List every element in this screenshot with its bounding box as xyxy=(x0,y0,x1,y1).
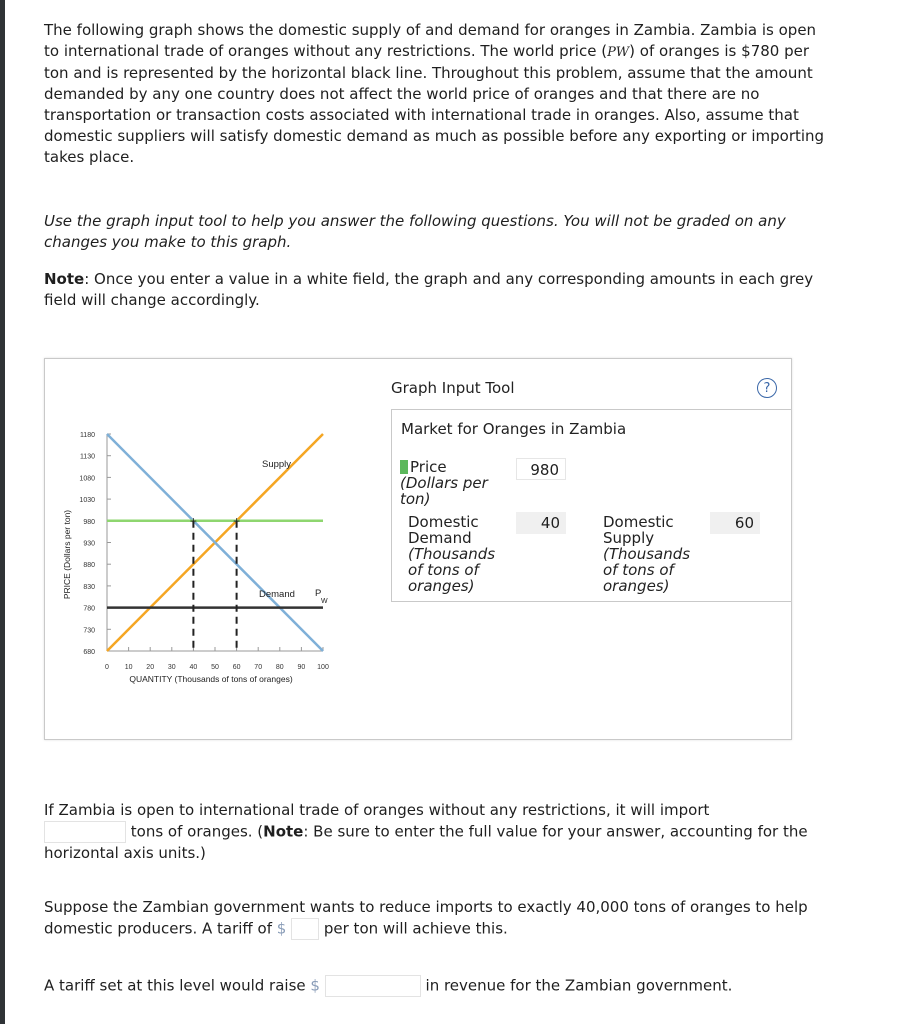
x-tick-label: 20 xyxy=(146,664,155,671)
q3-text: A tariff set at this level would raise xyxy=(44,976,306,995)
q2-text-after: per ton will achieve this. xyxy=(323,919,508,938)
x-axis-label: QUANTITY (Thousands of tons of oranges) xyxy=(129,674,293,684)
domestic-demand-value: 40 xyxy=(516,512,566,534)
intro-text: The following graph shows the domestic supply of and demand for oranges in Zambia. Zambia is open to international trade of oranges without any restrictions. The world price ( xyxy=(44,21,817,60)
question-3 xyxy=(44,975,834,997)
pw-subscript: W xyxy=(321,598,328,605)
price-label: Price xyxy=(410,458,447,476)
demand-field-label xyxy=(408,514,508,594)
supply-label: Supply xyxy=(262,459,292,470)
q1-note-label: Note xyxy=(263,822,304,841)
price-unit: (Dollars per ton) xyxy=(400,474,488,508)
help-icon[interactable]: ? xyxy=(757,378,777,398)
git-header xyxy=(391,359,791,410)
demand-unit: (Thousands of tons of oranges) xyxy=(408,545,496,595)
y-tick-label: 980 xyxy=(83,518,95,526)
window-edge xyxy=(0,0,5,1024)
question-1 xyxy=(44,800,834,864)
x-tick-label: 40 xyxy=(189,664,198,671)
intro-text-rest: ) of oranges is $780 per ton and is represented by the horizontal black line. Throughout this problem, assume that the amount demanded by any one country does not affect the world price of oranges and that there are no transportation or transaction costs associated with international trade in oranges. Also, assume that domestic suppliers will satisfy domestic demand as much as possible before any exporting or importing takes place. xyxy=(44,42,825,166)
price-field-label xyxy=(400,459,510,507)
q2-text: Suppose the Zambian government wants to reduce imports to exactly 40,000 tons of oranges to help domestic producers. A tariff of xyxy=(44,898,808,938)
market-chart[interactable] xyxy=(45,359,391,739)
instruction-text: Use the graph input tool to help you answer the following questions. You will not be graded on any changes you make to this graph. xyxy=(44,212,786,251)
question-2 xyxy=(44,897,834,940)
drop-point-marker: + xyxy=(189,513,197,528)
q3-text-after: in revenue for the Zambian government. xyxy=(425,976,733,995)
q1-text-after2: : Be sure to enter the full value for your answer, accounting for the horizontal axis units.) xyxy=(44,822,808,862)
q1-text-after: tons of oranges. ( xyxy=(130,822,264,841)
x-tick-label: 50 xyxy=(211,664,219,671)
git-title: Graph Input Tool xyxy=(391,379,515,397)
note-text: : Once you enter a value in a white field, the graph and any corresponding amounts in each grey field will change accordingly. xyxy=(44,270,814,309)
q1-text: If Zambia is open to international trade of oranges without any restrictions, it will import xyxy=(44,801,710,819)
revenue-input[interactable] xyxy=(325,975,421,997)
dollar-sign: $ xyxy=(276,919,287,938)
y-axis-label: PRICE (Dollars per ton) xyxy=(62,509,72,600)
x-tick-label: 30 xyxy=(167,664,176,671)
y-tick-label: 1030 xyxy=(79,497,95,505)
pw-label: P xyxy=(315,588,322,599)
price-input[interactable]: 980 xyxy=(516,458,566,480)
x-tick-label: 80 xyxy=(275,664,284,671)
note-paragraph xyxy=(44,269,834,311)
graph-input-tool xyxy=(391,359,791,602)
x-tick-label: 0 xyxy=(105,664,109,671)
x-tick-label: 100 xyxy=(317,664,329,671)
x-tick-label: 60 xyxy=(232,664,241,671)
world-price-symbol: PW xyxy=(607,45,630,60)
intro-paragraph xyxy=(44,20,834,168)
note-label: Note xyxy=(44,270,85,288)
tariff-input[interactable] xyxy=(291,918,319,940)
y-tick-label: 930 xyxy=(83,540,95,548)
y-tick-label: 880 xyxy=(83,562,95,570)
market-title: Market for Oranges in Zambia xyxy=(401,420,627,438)
demand-label: Demand xyxy=(259,589,295,600)
drop-point-marker: + xyxy=(233,513,241,528)
x-tick-label: 10 xyxy=(124,664,133,671)
supply-field-label xyxy=(603,514,703,594)
x-tick-label: 90 xyxy=(297,664,306,671)
supply-unit: (Thousands of tons of oranges) xyxy=(603,545,691,595)
y-tick-label: 730 xyxy=(83,627,95,635)
y-tick-label: 1180 xyxy=(79,432,95,439)
supply-label: Domestic Supply xyxy=(603,513,674,547)
price-legend-swatch xyxy=(400,460,408,474)
y-tick-label: 1130 xyxy=(79,453,95,461)
git-body xyxy=(391,409,792,602)
y-tick-label: 1080 xyxy=(79,475,95,483)
dollar-sign: $ xyxy=(310,976,320,995)
x-tick-label: 70 xyxy=(254,664,263,671)
domestic-supply-value: 60 xyxy=(710,512,760,534)
y-tick-label: 680 xyxy=(83,649,95,656)
demand-label: Domestic Demand xyxy=(408,513,479,547)
y-tick-label: 830 xyxy=(83,583,95,591)
imports-input[interactable] xyxy=(44,821,126,843)
y-tick-label: 780 xyxy=(83,605,95,613)
graph-panel xyxy=(44,358,792,740)
